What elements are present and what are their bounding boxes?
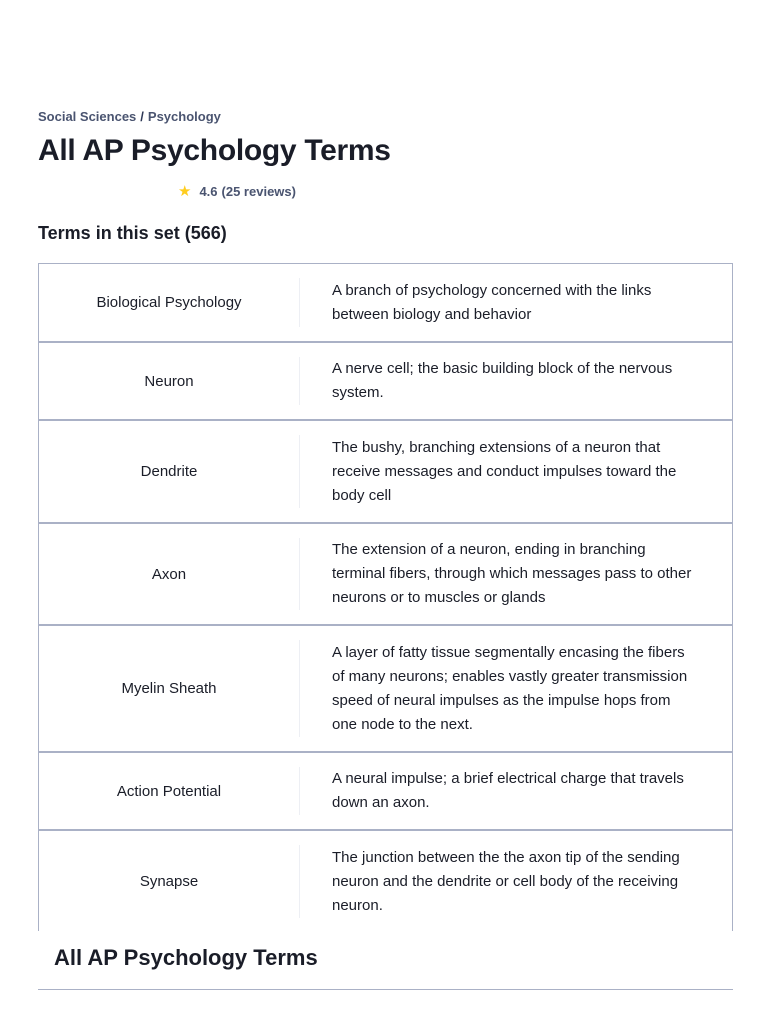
- term-word: Synapse: [139, 873, 199, 890]
- term-definition: The junction between the the axon tip of the sending neuron and the dendrite or cell body of the receiving neuron.: [332, 848, 680, 914]
- terms-heading: Terms in this set (566): [38, 223, 227, 243]
- term-word: Axon: [151, 565, 187, 583]
- term-word: Myelin Sheath: [121, 680, 217, 697]
- term-row: [39, 524, 732, 626]
- breadcrumb-social-sciences[interactable]: Social Sciences: [38, 109, 137, 124]
- review-count: (25 reviews): [221, 184, 296, 199]
- breadcrumb-psychology[interactable]: Psychology: [147, 109, 221, 124]
- term-definition: The extension of a neuron, ending in branching terminal fibers, through which messages pass to other neurons or to muscles or glands: [332, 541, 692, 606]
- term-row: [39, 831, 732, 931]
- terms-table: [38, 263, 733, 931]
- term-row: [39, 343, 732, 421]
- term-definition: A neural impulse; a brief electrical charge that travels down an axon.: [332, 770, 684, 811]
- term-word: Dendrite: [140, 463, 198, 480]
- rating-value: 4.6: [199, 184, 218, 199]
- term-definition: A layer of fatty tissue segmentally encasing the fibers of many neurons; enables vastly greater transmission speed of neural impulses as the impulse hops from one node to the next.: [332, 643, 688, 733]
- term-word: Action Potential: [116, 782, 222, 800]
- term-row: [39, 626, 732, 753]
- footer-divider: [38, 989, 733, 990]
- page-title: All AP Psychology Terms: [38, 134, 391, 167]
- term-word: Neuron: [144, 372, 194, 390]
- rating[interactable]: [178, 184, 296, 199]
- term-definition: A nerve cell; the basic building block of the nervous system.: [332, 360, 673, 401]
- term-row: [39, 264, 732, 343]
- breadcrumb-separator: /: [140, 109, 144, 124]
- term-definition: A branch of psychology concerned with the links between biology and behavior: [332, 281, 652, 323]
- footer-title: All AP Psychology Terms: [54, 945, 318, 970]
- term-word: Biological Psychology: [96, 294, 242, 311]
- term-definition: The bushy, branching extensions of a neuron that receive messages and conduct impulses toward the body cell: [332, 438, 677, 504]
- term-row: [39, 421, 732, 524]
- breadcrumb: [38, 109, 221, 124]
- star-icon: ★: [178, 183, 192, 200]
- term-row: [39, 753, 732, 831]
